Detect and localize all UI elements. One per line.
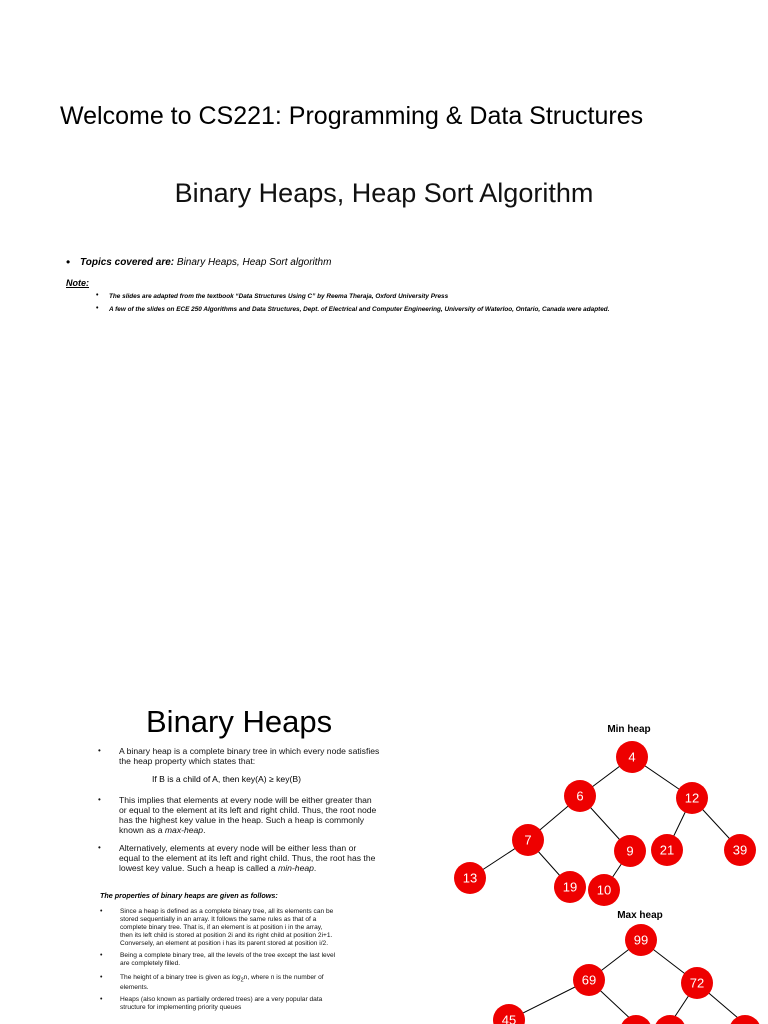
paragraph-line: lowest key value. Such a heap is called a min-heap. xyxy=(119,863,317,873)
heap-node xyxy=(651,834,683,866)
paragraph-line: the heap property which states that: xyxy=(119,756,256,766)
properties-heading: The properties of binary heaps are given as follows: xyxy=(100,891,278,900)
node-label: 6 xyxy=(576,788,584,804)
property-line: structure for implementing priority queues xyxy=(120,1004,242,1011)
node-circle xyxy=(729,1015,761,1024)
node-label: 4 xyxy=(628,749,636,765)
heap-node xyxy=(614,835,646,867)
slide-title: Binary Heaps xyxy=(146,704,333,739)
paragraph-line: equal to the element at its left and right child. Thus, the root has the xyxy=(119,853,376,863)
paragraph-line: A binary heap is a complete binary tree in which every node satisfies xyxy=(119,746,380,756)
node-label: 10 xyxy=(596,882,612,898)
property-line: Conversely, an element at position i has its parent stored at position i/2. xyxy=(120,940,329,947)
heap-node xyxy=(588,874,620,906)
heap-property-formula: If B is a child of A, then key(A) ≥ key(B) xyxy=(152,774,301,784)
deck-title: Binary Heaps, Heap Sort Algorithm xyxy=(174,178,594,208)
paragraph-line: Alternatively, elements at every node will be either less than or xyxy=(119,843,357,853)
max-heap-nodes xyxy=(493,924,761,1024)
heap-node xyxy=(493,1004,525,1024)
bullet-icon: • xyxy=(96,292,99,299)
node-label: 9 xyxy=(626,843,634,859)
note-label: Note: xyxy=(66,278,89,288)
bullet-icon: • xyxy=(100,908,103,915)
note-text: A few of the slides on ECE 250 Algorithms and Data Structures, Dept. of Electrical and Computer Engineering, University of Waterloo, Ontario, Canada were adapted. xyxy=(109,306,610,313)
property-line: are completely filled. xyxy=(120,960,181,967)
node-label: 7 xyxy=(524,832,532,848)
heap-node xyxy=(554,871,586,903)
heap-diagrams xyxy=(0,680,768,1024)
course-title: Welcome to CS221: Programming & Data Structures xyxy=(60,102,644,130)
node-circle xyxy=(654,1015,686,1024)
heap-node xyxy=(573,964,605,996)
heap-node xyxy=(512,824,544,856)
property-line: Heaps (also known as partially ordered trees) are a very popular data xyxy=(120,996,323,1003)
paragraph-line: or equal to the element at its left and right child. Thus, the root node xyxy=(119,805,377,815)
heap-node xyxy=(724,834,756,866)
topics-label: Topics covered are: xyxy=(80,257,175,268)
paragraph-line: has the highest key value in the heap. Such a heap is commonly xyxy=(119,815,365,825)
paragraph-line: This implies that elements at every node will be either greater than xyxy=(119,795,372,805)
bullet-icon: • xyxy=(98,843,101,852)
heap-node xyxy=(564,780,596,812)
min-heap-label: Min heap xyxy=(607,724,651,735)
paragraph-line: known as a max-heap. xyxy=(119,825,206,835)
node-circle xyxy=(620,1015,652,1024)
heap-node xyxy=(681,967,713,999)
max-heap-label: Max heap xyxy=(617,910,663,921)
log-term: log xyxy=(231,974,241,981)
property-line: complete binary tree. That is, if an element is at position i in the array, xyxy=(120,924,323,931)
min-heap-edges xyxy=(470,757,740,890)
bullet-icon: • xyxy=(100,996,103,1003)
max-heap-term: max-heap xyxy=(164,825,204,835)
heap-node xyxy=(454,862,486,894)
property-line: stored sequentially in an array. It follows the same rules as that of a xyxy=(120,916,317,923)
property-line: then its left child is stored at position 2i and its right child at position 2i+1. xyxy=(120,932,333,939)
heap-node xyxy=(676,782,708,814)
bullet-icon: • xyxy=(100,952,103,959)
node-label: 99 xyxy=(633,932,649,948)
node-label: 12 xyxy=(684,790,700,806)
bullet-icon: • xyxy=(98,746,101,755)
node-label: 21 xyxy=(659,842,675,858)
node-label: 72 xyxy=(689,975,705,991)
node-label: 69 xyxy=(581,972,597,988)
property-line: Being a complete binary tree, all the levels of the tree except the last level xyxy=(120,952,336,959)
property-line: The height of a binary tree is given as $\log_2n$, where n is the number of xyxy=(120,974,324,984)
topics-value: Binary Heaps, Heap Sort algorithm xyxy=(174,257,332,268)
node-label: 39 xyxy=(732,842,748,858)
node-label: 19 xyxy=(562,879,578,895)
min-heap-term: min-heap xyxy=(278,863,314,873)
bullet-icon: • xyxy=(98,795,101,804)
bullet-icon: • xyxy=(96,305,99,312)
heap-node xyxy=(625,924,657,956)
bullet-icon: • xyxy=(66,255,71,269)
property-line: Since a heap is defined as a complete binary tree, all its elements can be xyxy=(120,908,334,915)
node-label: 13 xyxy=(462,870,478,886)
note-text: The slides are adapted from the textbook “Data Structures Using C” by Reema Theraja, Oxford University Press xyxy=(109,293,449,300)
property-line: elements. xyxy=(120,984,149,992)
heap-node xyxy=(616,741,648,773)
binary-heaps-slide xyxy=(0,680,768,1024)
node-label: 45 xyxy=(501,1012,517,1024)
bullet-icon: • xyxy=(100,974,103,981)
